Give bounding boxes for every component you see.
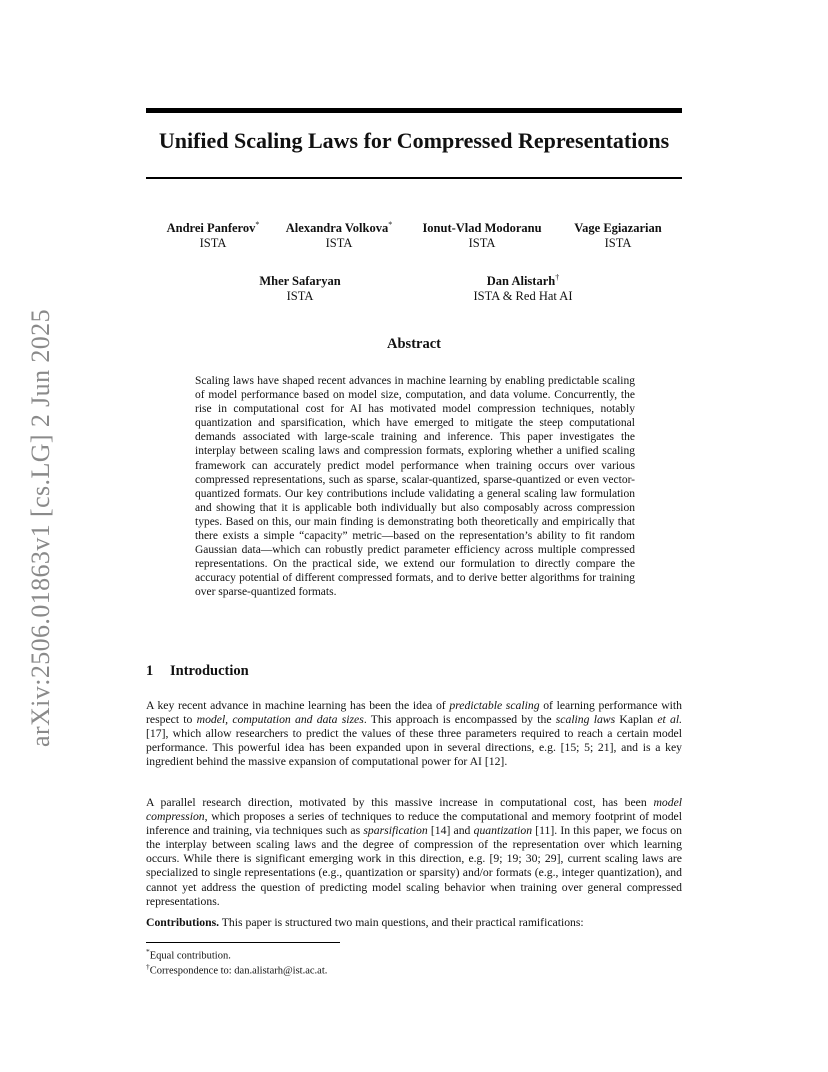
body-text: Kaplan xyxy=(615,713,658,727)
body-text: [14] and xyxy=(427,824,474,838)
footnote xyxy=(146,960,327,978)
author-name xyxy=(259,217,419,236)
author-name-text: Dan Alistarh xyxy=(486,274,556,289)
author-name-text: Vage Egiazarian xyxy=(574,221,662,236)
author-mark: * xyxy=(388,220,393,229)
footnote-mark: * xyxy=(146,947,150,956)
title-rule-bottom xyxy=(146,177,682,179)
author-affiliation: ISTA xyxy=(325,236,353,251)
body-text: A key recent advance in machine learning has been the idea of xyxy=(146,699,450,712)
section-number: 1 xyxy=(146,663,154,679)
author-affiliation: ISTA xyxy=(199,236,227,251)
arxiv-identifier xyxy=(21,298,61,758)
author-block xyxy=(259,217,419,251)
emphasis-text: model, computation and data sizes xyxy=(196,713,364,727)
body-text: of learning performance with respect to xyxy=(146,699,682,727)
arxiv-identifier-text: arXiv:2506.01863v1 [cs.LG] 2 Jun 2025 xyxy=(26,309,56,747)
body-text: , which proposes a series of techniques to reduce the computational and memory footprint of model inference and training, via techniques such as xyxy=(146,810,682,838)
abstract-text: Scaling laws have shaped recent advances in machine learning by enabling predictable scaling of model performance based on model size, computation, and data volume. Concurrently, the rise in computational cost for AI has motivated model compression techniques, notably quantization and sparsification, which have emerged to mitigate the steep computational demands associated with large-scale training and inference. This paper investigates the interplay between scaling laws and compression formats, exploring whether a unified scaling framework can accurately predict model performance when training occurs over various compressed representations, such as sparse, scalar-quantized, sparse-quantized or even vector-quantized formats. Our key contributions include validating a general scaling law formulation and showing that it is applicable both individually but also composably across compression types. Based on this, our main finding is demonstrating both theoretically and empirically that there exists a simple “capacity” metric—based on the representation’s ability to fit random Gaussian data—which can robustly predict parameter efficiency across multiple compressed representations. On the practical side, we extend our formulation to directly compare the accuracy potential of different compressed formats, and to derive better algorithms for training over sparse-quantized formats. xyxy=(195,375,635,599)
author-affiliation: ISTA xyxy=(604,236,632,251)
section-heading xyxy=(146,663,249,680)
emphasis-text: quantization xyxy=(473,824,533,838)
footnote-text: Equal contribution. xyxy=(149,950,231,962)
abstract-heading: Abstract xyxy=(387,336,441,352)
emphasis-text: sparsification xyxy=(363,824,428,838)
footnote-text: Correspondence to: dan.alistarh@ist.ac.at. xyxy=(149,965,328,977)
contributions-text: This paper is structured two main questions, and their practical ramifications: xyxy=(219,916,584,929)
body-text: A parallel research direction, motivated by this massive increase in computational cost, has been xyxy=(146,796,654,809)
author-mark: * xyxy=(255,220,260,229)
title-rule-top xyxy=(146,108,682,113)
author-name xyxy=(443,270,603,289)
author-block xyxy=(443,270,603,304)
paper-title: Unified Scaling Laws for Compressed Representations xyxy=(158,128,670,153)
body-text: [17], which allow researchers to predict the values of these three parameters required to reach a certain model performance. This powerful idea has been expanded upon in several directions, e.g. [15; 5; 21], and is a key ingredient behind the massive expansion of computational power for AI [12]. xyxy=(146,727,682,769)
contributions-paragraph xyxy=(146,916,682,930)
intro-paragraph-2 xyxy=(146,796,682,909)
author-name-text: Alexandra Volkova xyxy=(285,221,389,236)
author-name-text: Mher Safaryan xyxy=(259,274,341,289)
section-title: Introduction xyxy=(170,663,249,679)
body-text: . This approach is encompassed by the xyxy=(363,713,556,727)
author-name xyxy=(538,217,698,236)
emphasis-text: et al. xyxy=(657,713,683,727)
author-name-text: Ionut-Vlad Modoranu xyxy=(422,221,542,236)
author-name xyxy=(220,270,380,289)
footnote-mark: † xyxy=(146,962,150,971)
author-block xyxy=(220,270,380,304)
intro-paragraph-1 xyxy=(146,699,682,769)
author-affiliation: ISTA xyxy=(286,289,314,304)
contributions-label: Contributions. xyxy=(146,916,220,929)
emphasis-text: predictable scaling xyxy=(449,699,540,712)
footnote-rule xyxy=(146,942,340,943)
author-block xyxy=(538,217,698,251)
body-text: [11]. In this paper, we focus on the interplay between scaling laws and the degree of compression of the representation over which learning occurs. While there is significant emerging work in this direction, e.g. [9; 19; 30; 29], current scaling laws are specialized to single representations (e.g., quantization or sparsity) and/or formats (e.g., integer quantization), and cannot yet address the question of predicting model scaling behavior when training over general compressed representations. xyxy=(146,824,682,908)
emphasis-text: model compression xyxy=(146,796,682,824)
author-name-text: Andrei Panferov xyxy=(166,221,256,236)
author-affiliation: ISTA xyxy=(468,236,496,251)
author-mark: † xyxy=(555,273,560,282)
author-affiliation: ISTA & Red Hat AI xyxy=(473,289,573,304)
emphasis-text: scaling laws xyxy=(555,713,616,727)
